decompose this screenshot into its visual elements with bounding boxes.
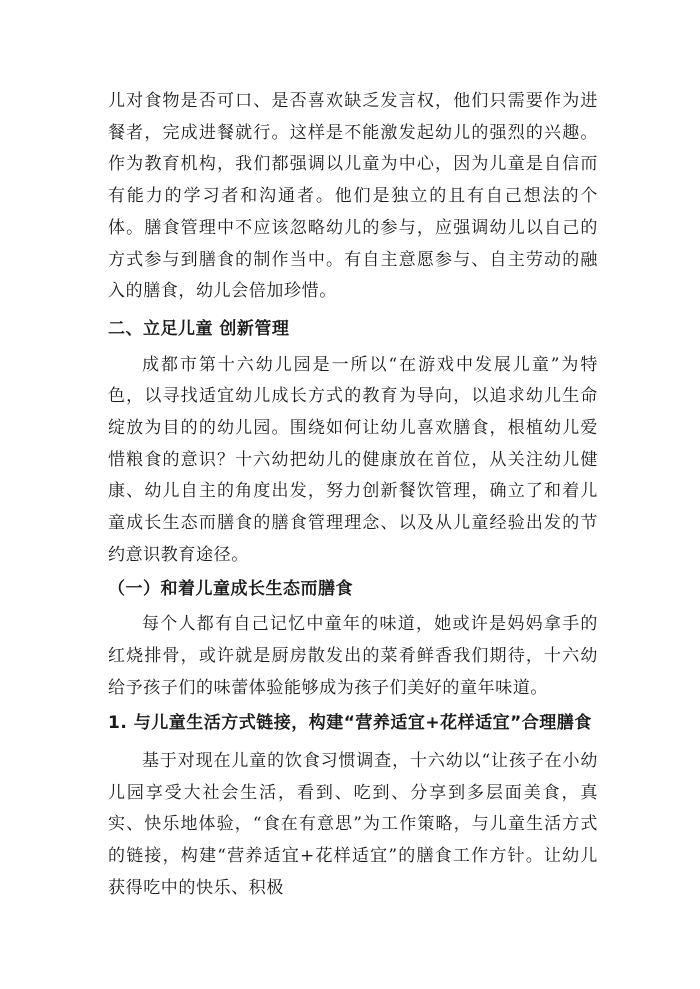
paragraph-4: 基于对现在儿童的饮食习惯调查，十六幼以“让孩子在小幼儿园享受大社会生活，看到、吃到、分享到多层面美食，真实、快乐地体验，“食在有意思”为工作策略，与儿童生活方式的链接，构建“营养适宜+花样适宜”的膳食工作方针。让幼儿获得吃中的快乐、积极 — [108, 751, 598, 898]
paragraph-3: 每个人都有自己记忆中童年的味道，她或许是妈妈拿手的红烧排骨，或许就是厨房散发出的菜肴鲜香我们期待，十六幼给予孩子们的味蕾体验能够成为孩子们美好的童年味道。 — [108, 614, 598, 698]
paragraph-2: 成都市第十六幼儿园是一所以“在游戏中发展儿童”为特色，以寻找适宜幼儿成长方式的教育为导向，以追求幼儿生命绽放为目的的幼儿园。围绕如何让幼儿喜欢膳食，根植幼儿爱惜粮食的意识？十六幼把幼儿的健康放在首位，从关注幼儿健康、幼儿自主的角度出发，努力创新餐饮管理，确立了和着儿童成长生态而膳食的膳食管理理念、以及从儿童经验出发的节约意识教育途径。 — [108, 354, 598, 565]
item-heading-1: 1. 与儿童生活方式链接，构建“营养适宜+花样适宜”合理膳食 — [108, 713, 592, 734]
paragraph-1: 儿对食物是否可口、是否喜欢缺乏发言权，他们只需要作为进餐者，完成进餐就行。这样是不能激发起幼儿的强烈的兴趣。作为教育机构，我们都强调以儿童为中心，因为儿童是自信而有能力的学习者和沟通者。他们是独立的且有自己想法的个体。膳食管理中不应该忽略幼儿的参与，应强调幼儿以自己的方式参与到膳食的制作当中。有自主意愿参与、自主劳动的融入的膳食，幼儿会倍加珍惜。 — [108, 91, 598, 302]
document-page — [108, 86, 598, 905]
section-heading-2: 二、立足儿童 创新管理 — [108, 318, 290, 339]
subsection-heading-1: （一）和着儿童成长生态而膳食 — [108, 578, 353, 599]
